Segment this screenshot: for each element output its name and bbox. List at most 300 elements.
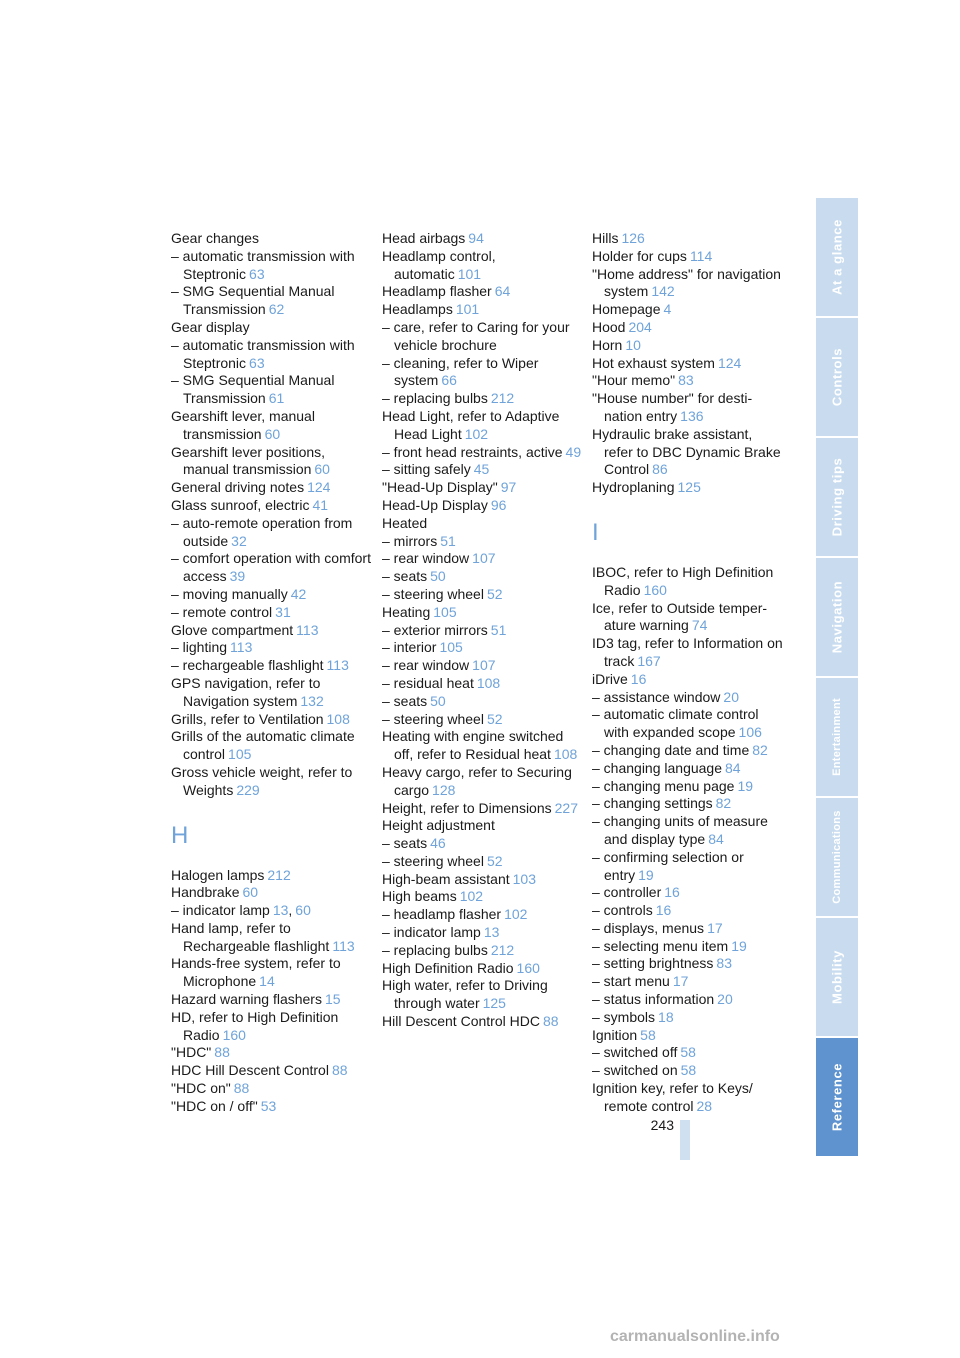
index-entry-text: – auto-remote operation from outside (171, 514, 353, 549)
index-entry (592, 760, 784, 778)
index-entry-text: – exterior mirrors (382, 621, 488, 638)
index-entry (592, 1044, 784, 1062)
page-reference-link[interactable]: 108 (553, 746, 578, 763)
page-reference-link[interactable]: 160 (643, 581, 667, 598)
index-entry (171, 1098, 371, 1116)
page-reference-link[interactable]: 96 (490, 496, 507, 513)
index-entry-text: Headlamps (382, 301, 453, 318)
index-entry-text: "Head-Up Display" (382, 479, 498, 496)
index-entry (382, 568, 582, 586)
page-reference-link[interactable]: 101 (457, 265, 482, 282)
page-reference-link[interactable]: 103 (512, 870, 536, 887)
index-entry (592, 795, 784, 813)
page-reference-link[interactable]: 42 (290, 585, 307, 602)
page-reference-link[interactable]: 114 (689, 247, 713, 264)
index-entry-text: – seats (382, 568, 428, 585)
page-reference-link[interactable]: 18 (658, 1008, 674, 1025)
index-entry-text: – sitting safely (382, 461, 471, 478)
index-entry-text: High beams (382, 888, 457, 905)
section-tab-mobility[interactable] (816, 918, 858, 1036)
index-entry-text: – rechargeable flashlight (171, 657, 324, 674)
index-entry-text: – automatic transmission with Steptronic (171, 247, 355, 282)
index-entry (171, 920, 371, 956)
index-entry (171, 479, 371, 497)
page-reference-link[interactable]: 82 (752, 741, 768, 758)
index-entry (382, 550, 582, 568)
page-reference-link[interactable]: 41 (312, 496, 329, 513)
page-reference-link[interactable]: 212 (490, 390, 515, 407)
page-reference-link[interactable]: 229 (236, 781, 260, 798)
page-number: 243 (650, 1117, 674, 1133)
page-reference-link[interactable]: 49 (565, 443, 582, 460)
index-entry (592, 479, 784, 497)
index-entry (382, 533, 582, 551)
index-entry-text: – steering wheel (382, 585, 484, 602)
index-entry-text: High Definition Radio (382, 959, 514, 976)
page-number-bar (680, 1120, 690, 1160)
page-reference-link[interactable]: 84 (708, 830, 724, 847)
section-tab-driving-tips[interactable] (816, 438, 858, 556)
section-tab-navigation[interactable] (816, 558, 858, 676)
page-reference-link[interactable]: 86 (652, 461, 668, 478)
index-entry-text: Holder for cups (592, 247, 687, 264)
page-reference-link[interactable]: 227 (554, 799, 578, 816)
page-reference-link[interactable]: 13 (483, 924, 500, 941)
page-reference-link[interactable]: 88 (542, 1013, 559, 1030)
page-reference-link[interactable]: 102 (504, 906, 528, 923)
index-entry-text: Hood (592, 318, 626, 335)
index-entry (592, 991, 784, 1009)
index-entry-text: Halogen lamps (171, 866, 265, 883)
page-ref-separator: , (288, 902, 293, 919)
page-reference-link[interactable]: 61 (268, 390, 285, 407)
page-reference-link[interactable]: 10 (625, 336, 641, 353)
index-entry-text: – steering wheel (382, 710, 484, 727)
page-reference-link[interactable]: 16 (664, 884, 680, 901)
index-entry (592, 319, 784, 337)
page-reference-link[interactable]: 52 (486, 710, 503, 727)
index-entry (382, 657, 582, 675)
index-column-1 (171, 230, 371, 1116)
index-entry-text: – front head restraints, active (382, 443, 563, 460)
page-reference-link[interactable]: 108 (476, 674, 501, 691)
page-reference-link[interactable]: 51 (440, 532, 456, 549)
index-entry (382, 711, 582, 729)
page-reference-link[interactable]: 39 (229, 568, 246, 585)
index-entry (171, 1009, 371, 1045)
index-entry (382, 390, 582, 408)
index-entry (592, 426, 784, 479)
index-entry-text: – start menu (592, 973, 670, 990)
page-reference-link[interactable]: 102 (464, 425, 489, 442)
section-tab-entertainment[interactable] (816, 678, 858, 796)
index-entry-text: – seats (382, 692, 428, 709)
index-entry (382, 693, 582, 711)
index-entry (592, 600, 784, 636)
page-reference-link[interactable]: 16 (630, 670, 647, 687)
index-entry (382, 764, 582, 800)
index-entry (592, 635, 784, 671)
index-entry (592, 230, 784, 248)
page-reference-link[interactable]: 125 (482, 995, 506, 1012)
index-entry (382, 906, 582, 924)
page-reference-link[interactable]: 53 (260, 1097, 277, 1114)
index-entry-text: Gross vehicle weight, refer to Weights (171, 763, 353, 798)
page-reference-link[interactable]: 60 (264, 425, 281, 442)
section-tab-at-a-glance[interactable] (816, 198, 858, 316)
index-entry (171, 1080, 371, 1098)
index-entry (171, 550, 371, 586)
index-entry (382, 924, 582, 942)
index-entry-text: Gearshift lever, manual transmission (171, 407, 315, 442)
index-entry-text: "House number" for desti-nation entry (592, 390, 753, 424)
page-reference-link[interactable]: 142 (651, 283, 675, 300)
page-reference-link[interactable]: 17 (707, 919, 723, 936)
page-reference-link[interactable]: 15 (324, 991, 341, 1008)
page-reference-link[interactable]: 84 (725, 759, 741, 776)
index-entry-text: Hands-free system, refer to Microphone (171, 955, 341, 990)
index-entry (382, 942, 582, 960)
index-entry (592, 902, 784, 920)
index-entry-text: – selecting menu item (592, 937, 729, 954)
index-entry (382, 888, 582, 906)
index-entry-text: Height, refer to Dimensions (382, 799, 552, 816)
index-entry-text: – indicator lamp (382, 924, 481, 941)
index-entry (382, 675, 582, 693)
index-entry-text: – symbols (592, 1008, 656, 1025)
index-entry (382, 515, 582, 533)
section-tab-label: Entertainment (831, 698, 843, 776)
index-entry-text: – rear window (382, 550, 470, 567)
page-reference-link[interactable]: 58 (640, 1026, 656, 1043)
index-entry (592, 337, 784, 355)
page-reference-link[interactable]: 66 (441, 372, 457, 389)
section-tabs (816, 198, 858, 1158)
index-entry (592, 689, 784, 707)
page-reference-link[interactable]: 46 (430, 835, 446, 852)
index-entry (382, 817, 582, 835)
index-entry (171, 515, 371, 551)
index-entry (592, 372, 784, 390)
index-entry-text: Horn (592, 336, 623, 353)
index-entry (171, 586, 371, 604)
index-entry-text: – changing date and time (592, 741, 750, 758)
page-reference-link[interactable]: 88 (331, 1062, 348, 1079)
page-reference-link[interactable]: 88 (233, 1080, 250, 1097)
index-entry-text: Heated (382, 514, 428, 531)
page-reference-link[interactable]: 106 (738, 724, 762, 741)
index-entry (382, 408, 582, 444)
page-reference-link[interactable]: 28 (696, 1097, 713, 1114)
page-reference-link[interactable]: 83 (716, 955, 732, 972)
page-reference-link[interactable]: 52 (486, 585, 503, 602)
index-column-2 (382, 230, 582, 1031)
page-reference-link[interactable]: 124 (717, 354, 742, 371)
index-entry (382, 355, 582, 391)
page-reference-link[interactable]: 4 (663, 301, 672, 318)
page-reference-link[interactable]: 113 (332, 937, 355, 954)
page-reference-link[interactable]: 74 (691, 617, 708, 634)
index-entry-text: Ignition key, refer to Keys/ remote control (592, 1080, 753, 1114)
index-entry (382, 461, 582, 479)
index-entry-text: General driving notes (171, 479, 305, 496)
page-reference-link[interactable]: 107 (472, 550, 496, 567)
page-reference-link[interactable]: 63 (249, 265, 265, 282)
index-entry (171, 764, 371, 800)
index-entry (382, 586, 582, 604)
index-entry-text: – displays, menus (592, 919, 705, 936)
page-reference-link[interactable]: 60 (242, 884, 259, 901)
index-entry-text: High-beam assistant (382, 870, 510, 887)
index-entry-text: – care, refer to Caring for your vehicle brochure (382, 318, 570, 353)
page-reference-link[interactable]: 19 (638, 866, 654, 883)
section-tab-label: Controls (829, 347, 845, 407)
index-entry-text: "HDC" (171, 1044, 212, 1061)
index-entry (171, 337, 371, 373)
index-entry (592, 266, 784, 302)
page-reference-link[interactable]: 136 (680, 407, 704, 424)
index-entry-text: "Hour memo" (592, 372, 676, 389)
page-reference-link[interactable]: 32 (231, 532, 247, 549)
index-entry (592, 973, 784, 991)
index-entry-text: – status information (592, 991, 715, 1008)
page-reference-link[interactable]: 50 (430, 692, 446, 709)
index-entry (592, 955, 784, 973)
index-entry (171, 372, 371, 408)
page-reference-link[interactable]: 52 (486, 852, 503, 869)
page-reference-link[interactable]: 128 (432, 781, 456, 798)
index-entry (171, 675, 371, 711)
index-entry (171, 283, 371, 319)
page-reference-link[interactable]: 125 (677, 479, 701, 496)
index-entry-text: – rear window (382, 657, 470, 674)
index-entry (592, 1027, 784, 1045)
index-entry (592, 301, 784, 319)
page-reference-link[interactable]: 50 (430, 568, 446, 585)
page-reference-link[interactable]: 113 (230, 639, 253, 656)
index-entry (382, 977, 582, 1013)
section-tab-communications[interactable] (816, 798, 858, 916)
index-entry (592, 849, 784, 885)
index-entry (592, 706, 784, 742)
page-reference-link[interactable]: 17 (672, 973, 689, 990)
page-reference-link[interactable]: 60 (295, 902, 311, 919)
index-entry (592, 920, 784, 938)
page-reference-link[interactable]: 58 (680, 1062, 697, 1079)
page-reference-link[interactable]: 132 (300, 692, 324, 709)
index-entry-text: Glass sunroof, electric (171, 496, 310, 513)
index-entry (171, 711, 371, 729)
index-entry-text: Hill Descent Control HDC (382, 1013, 540, 1030)
page-reference-link[interactable]: 204 (628, 318, 652, 335)
index-entry (592, 1080, 784, 1116)
index-entry-text: Grills, refer to Ventilation (171, 710, 324, 727)
index-entry (171, 902, 371, 920)
index-entry (171, 408, 371, 444)
index-entry-text: – comfort operation with comfort access (171, 550, 371, 585)
page-reference-link[interactable]: 126 (621, 230, 645, 246)
section-heading: I (592, 518, 599, 546)
section-tab-controls[interactable] (816, 318, 858, 436)
index-entry-text: Handbrake (171, 884, 240, 901)
index-entry (171, 728, 371, 764)
page-reference-link[interactable]: 31 (275, 603, 291, 620)
index-entry-text: Head airbags (382, 230, 466, 246)
index-entry-text: Homepage (592, 301, 661, 318)
index-entry-text: – setting brightness (592, 955, 714, 972)
page-reference-link[interactable]: 212 (267, 866, 291, 883)
index-entry-text: – cleaning, refer to Wiper system (382, 354, 539, 389)
index-entry-text: Gearshift lever positions, manual transmission (171, 443, 326, 478)
index-entry (171, 955, 371, 991)
index-entry-text: – switched on (592, 1062, 678, 1079)
section-tab-reference[interactable] (816, 1038, 858, 1156)
section-tab-label: Navigation (829, 580, 845, 654)
index-entry-text: – automatic transmission with Steptronic (171, 336, 355, 371)
index-entry (592, 938, 784, 956)
page-reference-link[interactable]: 160 (222, 1026, 246, 1043)
index-entry (171, 1044, 371, 1062)
index-entry-text: – controls (592, 902, 653, 919)
index-entry-text: – changing settings (592, 795, 713, 812)
index-entry-text: Heating (382, 603, 431, 620)
index-entry-text: – changing language (592, 759, 723, 776)
page-reference-link[interactable]: 83 (678, 372, 694, 389)
index-entry-text: – automatic climate control with expanded scope (592, 706, 759, 741)
index-entry-text: "HDC on / off" (171, 1097, 258, 1114)
index-entry-text: Height adjustment (382, 817, 495, 834)
index-entry-text: – replacing bulbs (382, 390, 488, 407)
index-entry-text: – controller (592, 884, 662, 901)
index-entry-text: "HDC on" (171, 1080, 231, 1097)
index-entry (382, 230, 582, 248)
page-reference-link[interactable]: 102 (459, 888, 484, 905)
page-reference-link[interactable]: 124 (307, 479, 331, 496)
index-entry (382, 604, 582, 622)
index-entry-text: GPS navigation, refer to Navigation system (171, 674, 321, 709)
index-entry-text: Hazard warning flashers (171, 991, 322, 1008)
index-entry (171, 444, 371, 480)
index-entry (382, 301, 582, 319)
page-reference-link[interactable]: 19 (737, 777, 754, 794)
index-entry (382, 639, 582, 657)
index-entry-text: Heavy cargo, refer to Securing cargo (382, 763, 572, 798)
page-reference-link[interactable]: 113 (296, 621, 319, 638)
index-entry-text: – steering wheel (382, 852, 484, 869)
page-reference-link[interactable]: 51 (490, 621, 507, 638)
index-entry-text: HD, refer to High Definition Radio (171, 1008, 339, 1043)
page-reference-link[interactable]: 19 (731, 937, 747, 954)
index-entry (171, 1062, 371, 1080)
page-reference-link[interactable]: 107 (472, 657, 496, 674)
page-reference-link[interactable]: 113 (326, 657, 349, 674)
page-reference-link[interactable]: 167 (637, 652, 661, 669)
index-entry (171, 248, 371, 284)
index-entry (171, 867, 371, 885)
index-entry-text: Headlamp flasher (382, 283, 492, 300)
page-reference-link[interactable]: 63 (249, 354, 265, 371)
index-entry-text: Gear changes (171, 230, 259, 246)
index-entry (171, 604, 371, 622)
section-tab-label: Mobility (829, 950, 845, 1004)
page-reference-link[interactable]: 64 (494, 283, 511, 300)
index-entry-text: – remote control (171, 603, 273, 620)
page-reference-link[interactable]: 20 (723, 688, 739, 705)
index-entry (592, 355, 784, 373)
index-column-3 (592, 230, 784, 1116)
index-entry-text: Head-Up Display (382, 496, 488, 513)
page-reference-link[interactable]: 58 (680, 1044, 696, 1061)
index-entry-text: – changing units of measure and display type (592, 813, 768, 847)
index-entry (382, 497, 582, 515)
index-entry-text: Ignition (592, 1026, 638, 1043)
index-entry (171, 230, 371, 248)
index-entry-text: IBOC, refer to High Definition Radio (592, 563, 774, 598)
index-entry-text: iDrive (592, 670, 628, 687)
index-entry (171, 497, 371, 515)
index-entry (592, 248, 784, 266)
index-entry-text: Hot exhaust system (592, 354, 715, 371)
page-reference-link[interactable]: 97 (500, 479, 517, 496)
index-entry (382, 835, 582, 853)
page-reference-link[interactable]: 14 (259, 973, 275, 990)
index-entry (171, 622, 371, 640)
index-entry (382, 728, 582, 764)
page-reference-link[interactable]: 105 (228, 746, 252, 763)
index-entry-text: Hand lamp, refer to Rechargeable flashlight (171, 919, 330, 954)
page-reference-link[interactable]: 13 (272, 902, 289, 919)
index-entry (592, 1009, 784, 1027)
page-reference-link[interactable]: 105 (433, 603, 457, 620)
index-entry-text: Ice, refer to Outside temper-ature warning (592, 599, 768, 634)
section-tab-label: Reference (829, 1062, 845, 1132)
index-entry (382, 444, 582, 462)
page-reference-link[interactable]: 82 (715, 795, 732, 812)
page-reference-link[interactable]: 105 (439, 639, 463, 656)
index-entry-text: Grills of the automatic climate control (171, 728, 355, 763)
page-reference-link[interactable]: 88 (214, 1044, 230, 1061)
index-entry-text: – residual heat (382, 674, 474, 691)
page-reference-link[interactable]: 160 (516, 959, 540, 976)
page-reference-link[interactable]: 20 (717, 991, 733, 1008)
page-reference-link[interactable]: 212 (490, 941, 515, 958)
page-reference-link[interactable]: 60 (314, 461, 330, 478)
index-entry-text: – mirrors (382, 532, 438, 549)
page-reference-link[interactable]: 62 (268, 301, 285, 318)
index-entry-text: – SMG Sequential Manual Transmission (171, 372, 335, 407)
page-reference-link[interactable]: 101 (455, 301, 480, 318)
index-entry-text: – confirming selection or entry (592, 848, 744, 883)
index-entry-text: Glove compartment (171, 621, 294, 638)
page-reference-link[interactable]: 16 (655, 902, 672, 919)
index-entry-text: Hydraulic brake assistant, refer to DBC Dynamic Brake Control (592, 425, 781, 478)
index-entry (382, 853, 582, 871)
index-entry (382, 479, 582, 497)
page-reference-link[interactable]: 45 (473, 461, 490, 478)
index-entry-text: Heating with engine switched off, refer to Residual heat (382, 728, 564, 763)
index-entry (382, 319, 582, 355)
index-entry (382, 960, 582, 978)
index-entry (592, 742, 784, 760)
index-entry-text: – replacing bulbs (382, 941, 488, 958)
section-tab-label: Driving tips (829, 457, 845, 537)
index-entry (382, 800, 582, 818)
index-entry-text: – assistance window (592, 688, 721, 705)
index-entry-text: – interior (382, 639, 437, 656)
page-reference-link[interactable]: 108 (326, 710, 350, 727)
page-reference-link[interactable]: 94 (468, 230, 484, 246)
index-entry (592, 671, 784, 689)
